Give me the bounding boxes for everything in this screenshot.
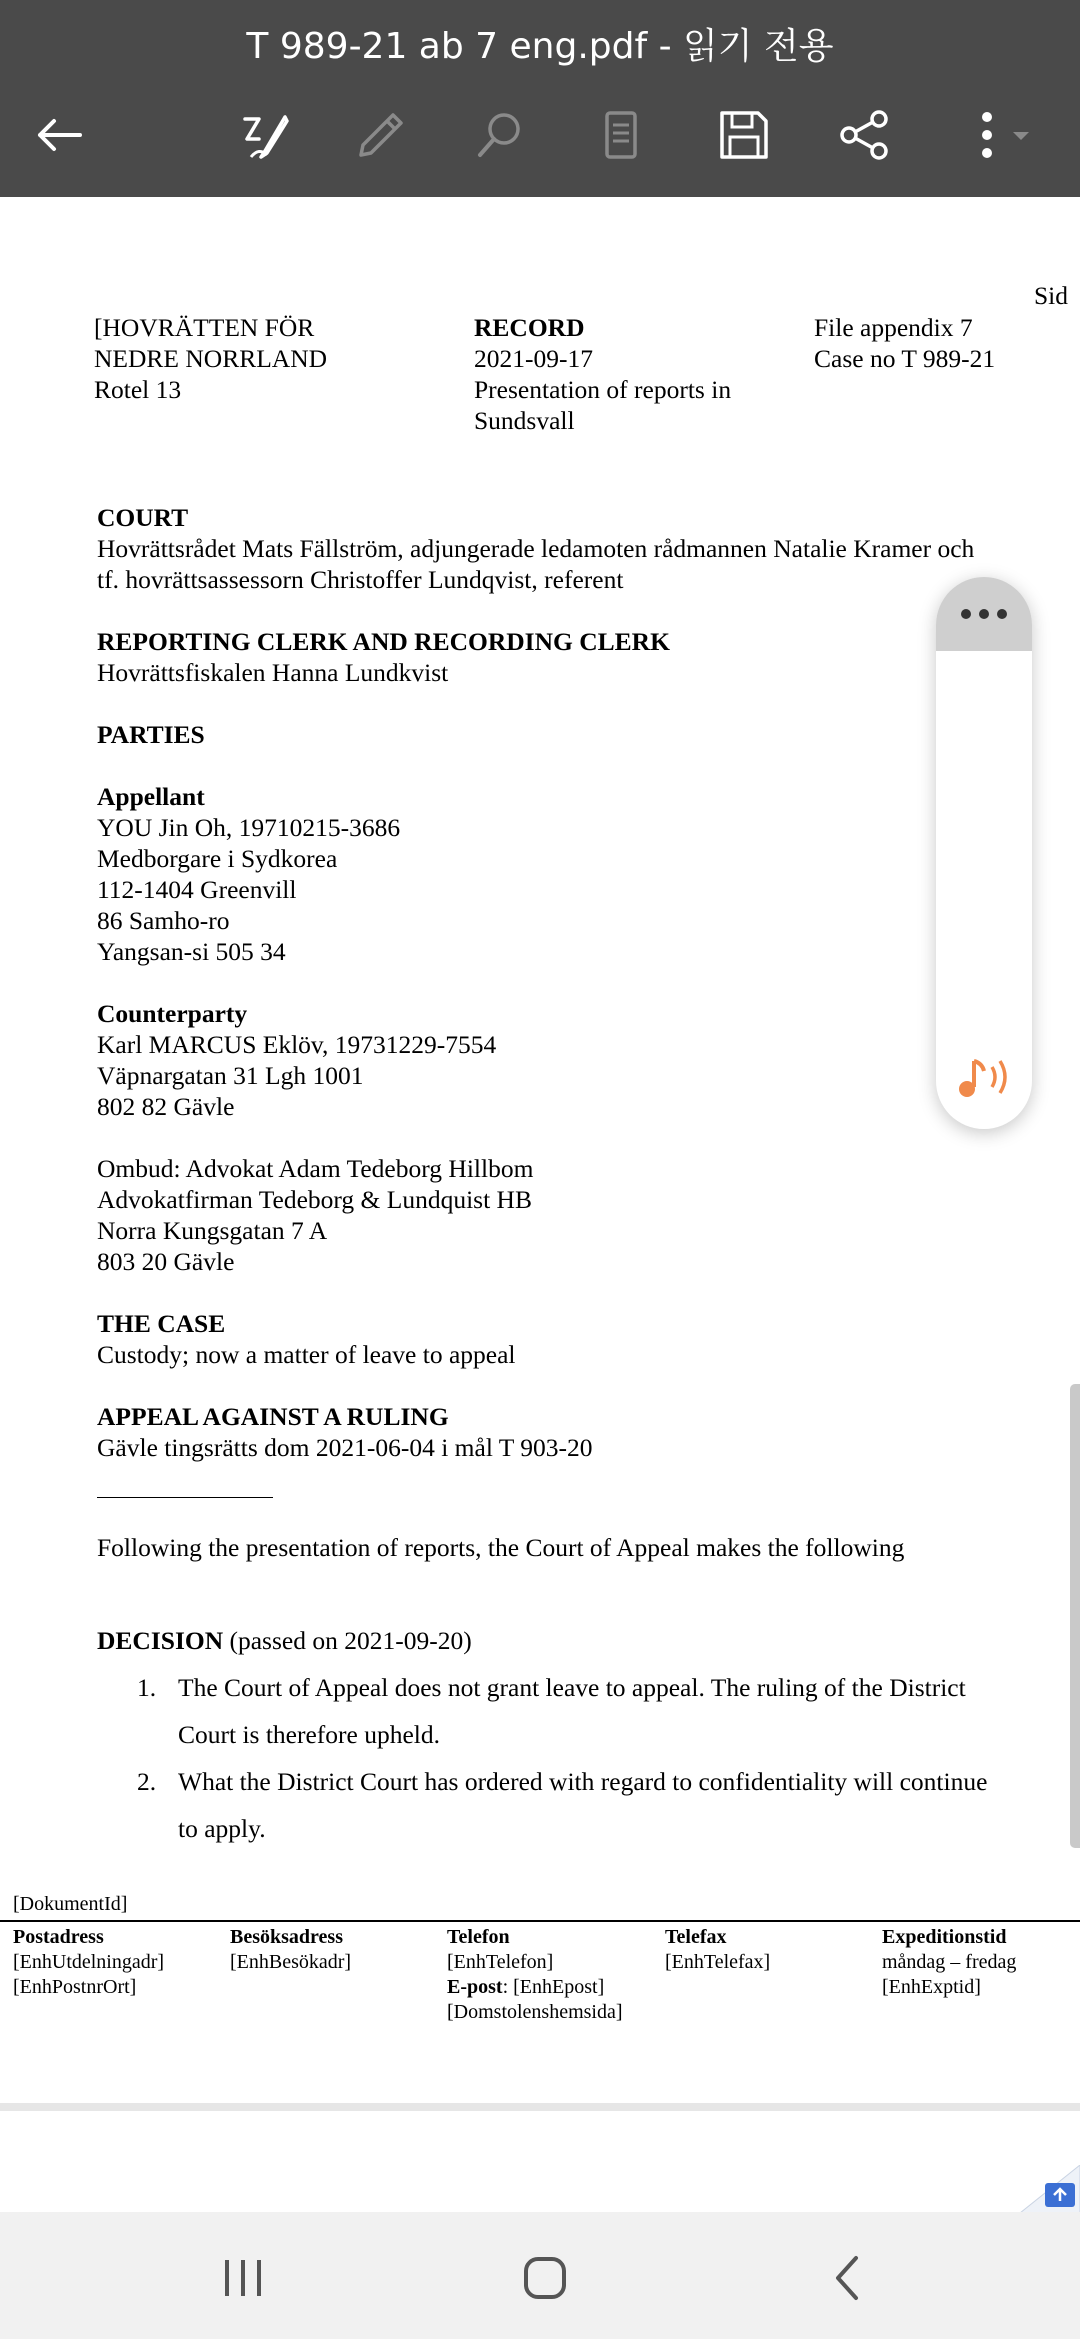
document-id: [DokumentId] bbox=[13, 1893, 128, 1915]
sound-icon bbox=[950, 1047, 1020, 1107]
footer-heading: Expeditionstid bbox=[882, 1926, 1007, 1948]
document-title: T 989-21 ab 7 eng.pdf - 읽기 전용 bbox=[246, 26, 834, 67]
home-icon bbox=[515, 2248, 575, 2308]
handwriting-button[interactable] bbox=[232, 100, 302, 170]
appeal-line: Gävle tingsrätts dom 2021-06-04 i mål T 903-20 bbox=[97, 1433, 593, 1462]
separator-rule bbox=[97, 1497, 273, 1498]
clerk-line: Hovrättsfiskalen Hanna Lundkvist bbox=[97, 658, 449, 687]
save-button[interactable] bbox=[709, 100, 779, 170]
court-heading: COURT bbox=[97, 503, 189, 532]
page-separator bbox=[0, 2103, 1080, 2111]
rotel: Rotel 13 bbox=[94, 375, 182, 404]
footer-value: [EnhTelefon] bbox=[447, 1951, 554, 1973]
pen-icon bbox=[349, 105, 409, 165]
counterparty-line: 802 82 Gävle bbox=[97, 1092, 235, 1121]
footer-value: [EnhPostnrOrt] bbox=[13, 1976, 137, 1998]
decision-item-line: The Court of Appeal does not grant leave to appeal. The ruling of the District bbox=[178, 1673, 966, 1702]
footer-rule bbox=[0, 1920, 1080, 1922]
record-date: 2021-09-17 bbox=[474, 344, 593, 373]
footer-value: [EnhUtdelningadr] bbox=[13, 1951, 165, 1973]
appellant-line: 86 Samho-ro bbox=[97, 906, 230, 935]
decision-header bbox=[97, 1625, 472, 1656]
footer-value: [Domstolenshemsida] bbox=[447, 2001, 623, 2023]
read-aloud-button[interactable] bbox=[950, 1047, 1020, 1107]
search-button[interactable] bbox=[465, 100, 535, 170]
footer-heading: Besöksadress bbox=[230, 1926, 343, 1948]
court-line-1: Hovrättsrådet Mats Fällström, adjungerade ledamoten rådmannen Natalie Kramer och bbox=[97, 534, 975, 563]
footer-heading: Postadress bbox=[13, 1926, 104, 1948]
footer-email bbox=[447, 1975, 604, 2000]
parties-heading: PARTIES bbox=[97, 720, 205, 749]
share-button[interactable] bbox=[830, 100, 900, 170]
recent-apps-button[interactable] bbox=[213, 2248, 273, 2308]
back-arrow-icon bbox=[30, 105, 90, 165]
decision-item-line: to apply. bbox=[178, 1814, 266, 1843]
court-name-line-1: [HOVRÄTTEN FÖR bbox=[94, 313, 315, 342]
record-line-2: Presentation of reports in bbox=[474, 375, 732, 404]
appellant-line: 112-1404 Greenvill bbox=[97, 875, 297, 904]
save-icon bbox=[714, 105, 774, 165]
decision-item-number: 1. bbox=[137, 1673, 157, 1702]
record-title: RECORD bbox=[474, 313, 585, 342]
footer-heading: Telefax bbox=[665, 1926, 727, 1948]
clerk-heading: REPORTING CLERK AND RECORDING CLERK bbox=[97, 627, 670, 656]
page-marker: Sid bbox=[1034, 281, 1069, 310]
ombud-line: Advokatfirman Tedeborg & Lundquist HB bbox=[97, 1185, 532, 1214]
following-line: Following the presentation of reports, the Court of Appeal makes the following bbox=[97, 1533, 905, 1562]
ombud-line: Ombud: Advokat Adam Tedeborg Hillbom bbox=[97, 1154, 534, 1183]
back-button[interactable] bbox=[25, 100, 95, 170]
footer-value: [EnhBesökadr] bbox=[230, 1951, 352, 1973]
ombud-line: Norra Kungsgatan 7 A bbox=[97, 1216, 328, 1245]
page-corner[interactable] bbox=[1010, 2165, 1080, 2213]
counterparty-line: Karl MARCUS Eklöv, 19731229-7554 bbox=[97, 1030, 497, 1059]
record-line-3: Sundsvall bbox=[474, 406, 575, 435]
back-nav-button[interactable] bbox=[818, 2248, 878, 2308]
ombud-line: 803 20 Gävle bbox=[97, 1247, 235, 1276]
court-name-line-2: NEDRE NORRLAND bbox=[94, 344, 328, 373]
reading-mode-button[interactable] bbox=[586, 100, 656, 170]
email-label: E-post bbox=[447, 1976, 503, 1998]
share-icon bbox=[835, 105, 895, 165]
case-heading: THE CASE bbox=[97, 1309, 226, 1338]
recent-apps-icon bbox=[213, 2248, 273, 2308]
decision-item-line: What the District Court has ordered with regard to confidentiality will continue bbox=[178, 1767, 988, 1796]
search-icon bbox=[470, 105, 530, 165]
appellant-heading: Appellant bbox=[97, 782, 205, 811]
back-chevron-icon bbox=[818, 2248, 878, 2308]
footer-value: måndag – fredag bbox=[882, 1951, 1017, 1973]
counterparty-line: Väpnargatan 31 Lgh 1001 bbox=[97, 1061, 364, 1090]
pen-button[interactable] bbox=[344, 100, 414, 170]
file-appendix: File appendix 7 bbox=[814, 313, 973, 342]
more-options-button[interactable] bbox=[955, 100, 1045, 170]
case-line: Custody; now a matter of leave to appeal bbox=[97, 1340, 516, 1369]
decision-item-number: 2. bbox=[137, 1767, 157, 1796]
handwriting-icon bbox=[237, 105, 297, 165]
more-icon bbox=[955, 105, 1045, 165]
home-button[interactable] bbox=[515, 2248, 575, 2308]
appellant-line: Yangsan-si 505 34 bbox=[97, 937, 286, 966]
appellant-line: Medborgare i Sydkorea bbox=[97, 844, 338, 873]
scrollbar-thumb[interactable] bbox=[1070, 1384, 1080, 1848]
counterparty-heading: Counterparty bbox=[97, 999, 248, 1028]
decision-heading: DECISION bbox=[97, 1626, 224, 1655]
footer-heading: Telefon bbox=[447, 1926, 510, 1948]
corner-fold-icon bbox=[1010, 2165, 1080, 2213]
email-value: : [EnhEpost] bbox=[502, 1976, 605, 1998]
more-horizontal-icon bbox=[954, 604, 1014, 624]
case-number: Case no T 989-21 bbox=[814, 344, 996, 373]
appeal-heading: APPEAL AGAINST A RULING bbox=[97, 1402, 449, 1431]
app-bar bbox=[0, 0, 1080, 197]
reading-mode-icon bbox=[591, 105, 651, 165]
footer-value: [EnhTelefax] bbox=[665, 1951, 771, 1973]
court-line-2: tf. hovrättsassessorn Christoffer Lundqvist, referent bbox=[97, 565, 624, 594]
decision-date: (passed on 2021-09-20) bbox=[223, 1626, 472, 1655]
pdf-page[interactable] bbox=[0, 197, 1080, 2102]
appellant-line: YOU Jin Oh, 19710215-3686 bbox=[97, 813, 401, 842]
decision-item-line: Court is therefore upheld. bbox=[178, 1720, 441, 1749]
footer-value: [EnhExptid] bbox=[882, 1976, 981, 1998]
read-aloud-panel[interactable] bbox=[936, 577, 1032, 1129]
